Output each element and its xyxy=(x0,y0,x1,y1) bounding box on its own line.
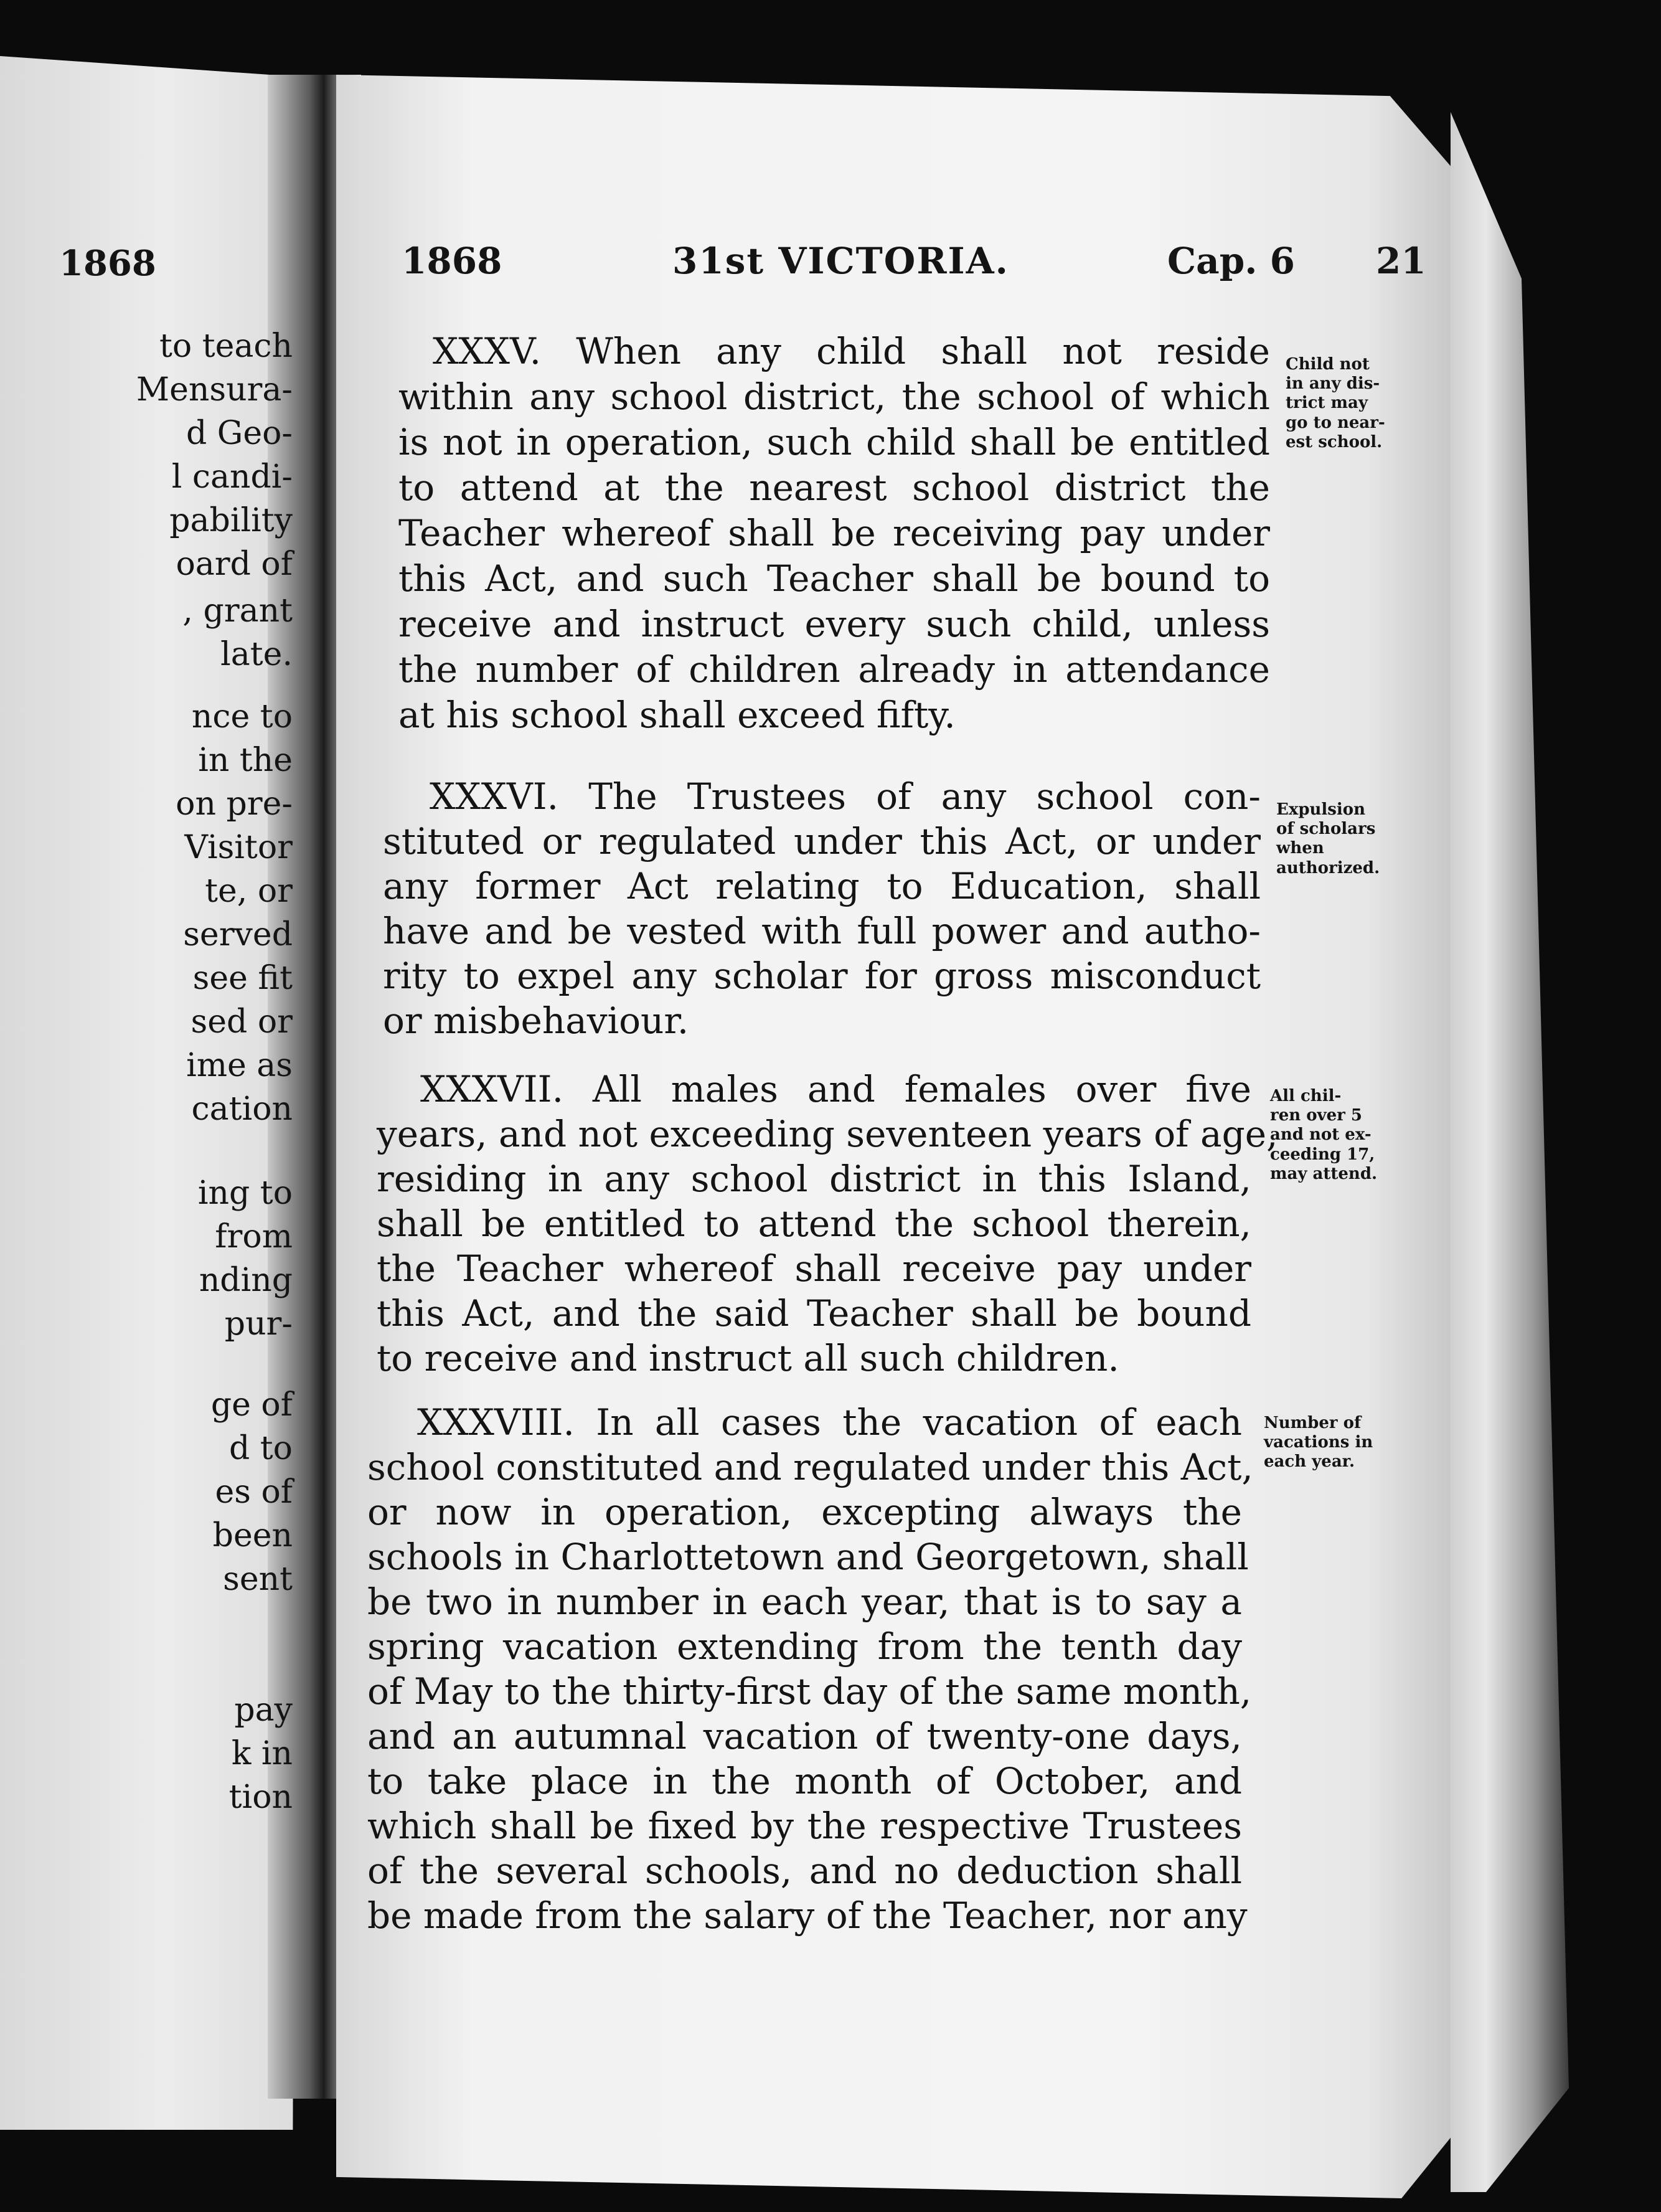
header-title: 31st VICTORIA. xyxy=(672,240,1009,282)
text-line: of the several schools, and no deduction shall xyxy=(367,1850,1242,1892)
text-line: to take place in the month of October, and xyxy=(367,1760,1242,1802)
text-line: any former Act relating to Education, shall xyxy=(383,865,1261,907)
margin-note-line: ceeding 17, xyxy=(1270,1145,1375,1164)
left-page-line: from xyxy=(215,1218,293,1255)
left-page-line: d to xyxy=(228,1430,293,1467)
text-line: this Act, and the said Teacher shall be bound xyxy=(377,1292,1251,1335)
page-edge xyxy=(1451,112,1569,2192)
left-page-line: sed or xyxy=(191,1003,293,1041)
page-number: 21 xyxy=(1376,240,1426,282)
margin-note-line: All chil- xyxy=(1270,1087,1342,1105)
text-line: is not in operation, such child shall be entitled xyxy=(398,421,1270,463)
text-line: Teacher whereof shall be receiving pay under xyxy=(398,512,1270,554)
left-page-line: see fit xyxy=(192,960,293,997)
left-page-line: ge of xyxy=(210,1386,293,1424)
text-line: XXXVI. The Trustees of any school con- xyxy=(430,775,1261,818)
text-line: be made from the salary of the Teacher, nor any xyxy=(367,1894,1248,1937)
left-page-line: cation xyxy=(191,1090,293,1128)
text-line: receive and instruct every such child, unless xyxy=(398,603,1270,645)
text-line: spring vacation extending from the tenth day xyxy=(367,1625,1242,1668)
left-page-line: in the xyxy=(198,742,293,779)
text-line: or misbehaviour. xyxy=(383,1000,689,1042)
left-page-line: Visitor xyxy=(184,829,293,866)
margin-note-line: when xyxy=(1276,839,1324,858)
margin-note xyxy=(1264,1414,1373,1472)
left-page-line: es of xyxy=(215,1473,293,1511)
left-page-line: pability xyxy=(169,502,293,539)
margin-note xyxy=(1270,1087,1377,1184)
text-line: to receive and instruct all such children. xyxy=(377,1337,1119,1379)
left-page-line: ing to xyxy=(197,1175,293,1212)
margin-note-line: in any dis- xyxy=(1286,374,1380,394)
text-line: stituted or regulated under this Act, or under xyxy=(383,820,1261,863)
left-page-line: late. xyxy=(220,636,293,673)
text-line: at his school shall exceed fifty. xyxy=(398,694,956,736)
left-page-line: served xyxy=(183,916,293,953)
left-page-line: ime as xyxy=(186,1047,293,1084)
left-page-line: nce to xyxy=(191,698,293,735)
left-page-line: been xyxy=(212,1517,293,1554)
text-line: the number of children already in attendance xyxy=(398,648,1270,691)
left-page-line: l candi- xyxy=(171,458,293,496)
left-page-year: 1868 xyxy=(59,243,156,284)
margin-note-line: ren over 5 xyxy=(1270,1106,1363,1125)
margin-note-line: trict may xyxy=(1286,394,1368,413)
left-page-line: d Geo- xyxy=(186,415,293,452)
margin-note-line: Child not xyxy=(1286,355,1370,374)
left-page-line: oard of xyxy=(176,546,293,583)
text-line: or now in operation, excepting always the xyxy=(367,1491,1242,1533)
text-line: shall be entitled to attend the school therein, xyxy=(377,1203,1251,1245)
header-chapter: Cap. 6 xyxy=(1167,240,1296,282)
text-line: years, and not exceeding seventeen years of age, xyxy=(377,1113,1278,1155)
margin-note-line: go to near- xyxy=(1286,413,1385,432)
margin-note-line: Number of xyxy=(1264,1414,1362,1432)
margin-note-line: of scholars xyxy=(1276,820,1376,839)
text-line: rity to expel any scholar for gross misconduct xyxy=(383,955,1261,997)
text-line: within any school district, the school of which xyxy=(398,376,1270,418)
margin-note xyxy=(1286,355,1385,452)
text-line: and an autumnal vacation of twenty-one days, xyxy=(367,1715,1242,1757)
margin-note-line: and not ex- xyxy=(1270,1125,1372,1145)
text-line: schools in Charlottetown and Georgetown, shall xyxy=(367,1536,1249,1578)
text-line: XXXVII. All males and females over five xyxy=(420,1068,1251,1110)
left-page-line: , grant xyxy=(182,592,293,630)
text-line: of May to the thirty-first day of the same month, xyxy=(367,1670,1252,1713)
text-line: residing in any school district in this Island, xyxy=(377,1158,1251,1200)
left-page-line: on pre- xyxy=(176,785,293,823)
left-page-line: sent xyxy=(223,1561,293,1598)
margin-note-line: authorized. xyxy=(1276,858,1380,877)
left-page-line: tion xyxy=(228,1779,293,1816)
header-year: 1868 xyxy=(402,240,502,282)
text-line: this Act, and such Teacher shall be bound to xyxy=(398,557,1270,600)
left-page-line: k in xyxy=(231,1735,293,1772)
margin-note-line: Expulsion xyxy=(1276,800,1366,819)
margin-note-line: vacations in xyxy=(1264,1433,1373,1452)
text-line: XXXV. When any child shall not reside xyxy=(433,330,1270,372)
text-line: the Teacher whereof shall receive pay under xyxy=(377,1247,1251,1290)
text-line: XXXVIII. In all cases the vacation of each xyxy=(417,1401,1242,1444)
left-page-line: pur- xyxy=(224,1305,293,1343)
text-line: be two in number in each year, that is to say a xyxy=(367,1581,1242,1623)
left-page-line: pay xyxy=(234,1691,293,1729)
text-line: to attend at the nearest school district the xyxy=(398,466,1270,509)
margin-note xyxy=(1276,800,1380,878)
margin-note-line: may attend. xyxy=(1270,1164,1378,1183)
left-page-line: to teach xyxy=(159,328,293,365)
left-page-line: Mensura- xyxy=(136,371,293,409)
text-line: which shall be fixed by the respective Trustees xyxy=(367,1805,1242,1847)
text-line: have and be vested with full power and autho- xyxy=(383,910,1261,952)
margin-note-line: est school. xyxy=(1286,432,1383,451)
margin-note-line: each year. xyxy=(1264,1452,1355,1472)
text-line: school constituted and regulated under this Act, xyxy=(367,1446,1253,1488)
left-page-line: te, or xyxy=(205,872,293,910)
left-page-line: nding xyxy=(199,1262,293,1299)
